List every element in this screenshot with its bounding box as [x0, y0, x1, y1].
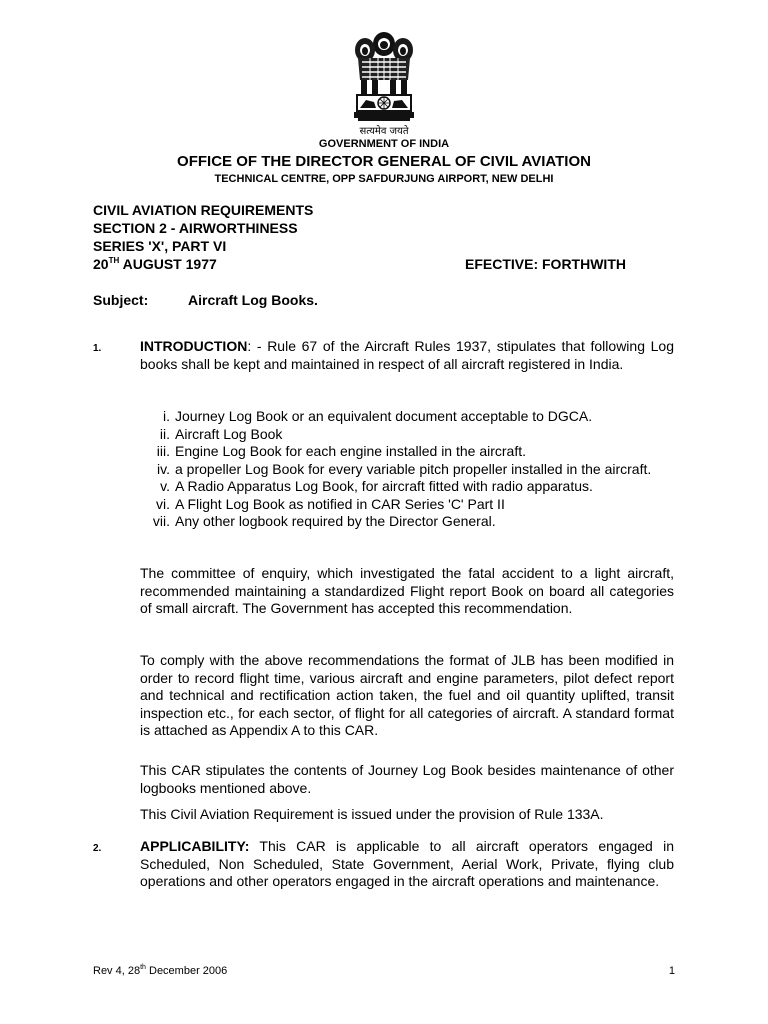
provision-paragraph: This Civil Aviation Requirement is issued under the provision of Rule 133A. [140, 806, 604, 822]
contents-paragraph: This CAR stipulates the contents of Journey Log Book besides maintenance of other logbooks mentioned above. [140, 762, 674, 796]
list-item: i. Journey Log Book or an equivalent document acceptable to DGCA. [163, 408, 593, 424]
introduction-paragraph: INTRODUCTION: - Rule 67 of the Aircraft Rules 1937, stipulates that following Log books shall be kept and maintained in respect of all aircraft registered in India. [140, 338, 674, 372]
committee-paragraph: The committee of enquiry, which investigated the fatal accident to a light aircraft, recommended maintaining a standardized Flight report Book on board all categories of small aircraft. The Government has accepted this recommendation. [140, 565, 674, 616]
car-date: 20TH AUGUST 1977 [93, 256, 217, 272]
section-number: 2. [93, 843, 102, 854]
list-item: vi. A Flight Log Book as notified in CAR Series 'C' Part II [156, 495, 505, 512]
subject-label: Subject: [93, 292, 149, 308]
emblem-motto: सत्यमेव जयते [359, 126, 409, 137]
list-item: v. A Radio Apparatus Log Book, for aircraft fitted with radio apparatus. [160, 478, 593, 494]
section-heading: INTRODUCTION [140, 338, 248, 354]
subject-value: Aircraft Log Books. [188, 292, 318, 308]
car-series: SERIES 'X', PART VI [93, 238, 227, 254]
subject-line [93, 292, 318, 308]
list-item: vii. Any other logbook required by the Director General. [152, 513, 496, 529]
section-heading: APPLICABILITY: [140, 838, 250, 854]
format-paragraph: To comply with the above recommendations the format of JLB has been modified in order to record flight time, various aircraft and engine parameters, pilot defect report and technical and rectification action taken, the fuel and oil quantity uplifted, transit inspection etc., for each sector, of flight for all categories of aircraft. A standard format is attached as Appendix A to this CAR. [140, 652, 674, 738]
list-item: iv. a propeller Log Book for every variable pitch propeller installed in the aircraft. [157, 460, 652, 477]
list-item: ii. Aircraft Log Book [159, 425, 283, 442]
technical-centre-heading: TECHNICAL CENTRE, OPP SAFDURJUNG AIRPORT, NEW DELHI [214, 173, 554, 185]
log-book-list [140, 408, 674, 531]
office-heading: OFFICE OF THE DIRECTOR GENERAL OF CIVIL AVIATION [177, 153, 591, 170]
car-heading-block [93, 201, 653, 273]
car-date-row [93, 255, 653, 273]
car-section: SECTION 2 - AIRWORTHINESS [93, 220, 298, 236]
page-number: 1 [668, 965, 675, 977]
car-effective: EFECTIVE: FORTHWITH [465, 256, 626, 272]
lion-capital-emblem-icon [348, 28, 420, 126]
car-title: CIVIL AVIATION REQUIREMENTS [93, 202, 314, 218]
government-heading: GOVERNMENT OF INDIA [318, 138, 450, 150]
state-emblem [334, 28, 434, 138]
revision-footer: Rev 4, 28th December 2006 [93, 964, 228, 977]
section-number: 1. [93, 343, 102, 354]
list-item: iii. Engine Log Book for each engine installed in the aircraft. [156, 443, 527, 459]
applicability-paragraph: APPLICABILITY: This CAR is applicable to all aircraft operators engaged in Scheduled, Non Scheduled, State Government, Aerial Work, Private, flying club operations and other operators engaged in the aircraft operations and maintenance. [140, 838, 674, 889]
